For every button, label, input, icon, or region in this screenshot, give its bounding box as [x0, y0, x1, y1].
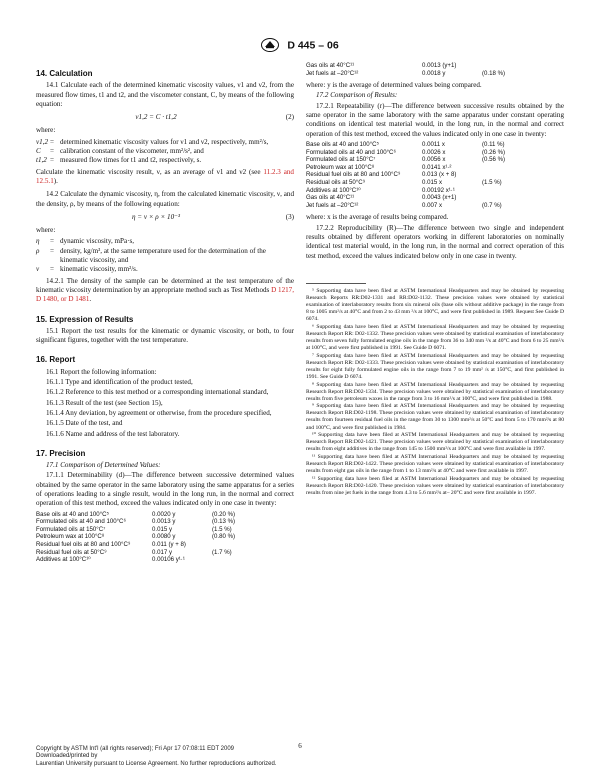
percent-cell [212, 556, 252, 564]
where-x: where: x is the average of results being compared. [306, 213, 449, 222]
def-symbol: ν1,2 [36, 137, 49, 146]
copyright-footer [36, 746, 276, 768]
para-17-1-1: 17.1.1 Determinability (d)—The difference between successive determined values obtained by the same operator in the same laboratory using the same apparatus for a series of operations leading to a single result, would in the long run, in the normal and correct operation of this test method, exceed the values indicated only in one case in twenty: [36, 471, 294, 508]
precision-row [36, 541, 252, 549]
percent-cell: (0.13 %) [212, 518, 236, 526]
def-symbol: η [36, 237, 40, 246]
material-cell: Petroleum wax at 100°C⁸ [306, 163, 375, 171]
test-method-ref-link[interactable]: D 1217, D 1480, or D 1481 [36, 285, 294, 304]
precision-row [36, 511, 252, 519]
percent-cell: (0.26 %) [482, 148, 506, 156]
section-ref-link[interactable]: 11.2.3 and 12.5.1 [36, 167, 294, 185]
precision-row [36, 556, 252, 564]
def-symbol: ν [36, 265, 40, 274]
footnote: ⁶ Supporting data have been filed at ASTM International Headquarters and may be obtained by requesting Research Report RR: D02-1332. These precision values were obtained by statistical examination of interlaboratory results from seven fully formulated engine oils in the range from 36 to 340 mm ²/s at 40°C and from 6 to 25 mm²/s at 100°C, and were first published in 1991. See Guide D 6071. [306, 323, 564, 352]
value-cell: 0.0043 (x+1) [422, 194, 457, 202]
precision-row [36, 518, 252, 526]
value-cell: 0.007 x [422, 201, 442, 209]
equation-3-number: (3) [285, 212, 294, 221]
percent-cell: (1.5 %) [482, 178, 502, 186]
left-column [36, 62, 294, 568]
percent-cell: (0.20 %) [212, 510, 236, 518]
material-cell: Residual oils at 50°C⁹ [306, 178, 366, 186]
document-title: D 445 – 06 [287, 39, 339, 52]
precision-row [36, 526, 252, 534]
value-cell: 0.0018 y [422, 69, 446, 77]
material-cell: Residual fuel oils at 80 and 100°C⁹ [306, 171, 401, 179]
para-14-2-1: 14.2.1 The density of the sample can be determined at the test temperature of the kinematic viscosity determination by an appropriate method such as Test Methods D 1217, D 1480, or D 1481. [36, 276, 294, 304]
report-item: 16.1.5 Date of the test, and [46, 419, 123, 428]
footnote-divider [306, 283, 366, 284]
footer-line: Downloaded/printed by [36, 753, 98, 760]
material-cell: Gas oils at 40°C¹¹ [306, 194, 355, 202]
definition-row: ρ = density, kg/m³, at the same temperature used for the determination of the kinematic viscosity, and [36, 247, 294, 266]
percent-cell: (1.5 %) [212, 525, 232, 533]
determinability-table-continued [306, 62, 522, 77]
percent-cell [482, 62, 522, 70]
precision-row [306, 194, 522, 202]
precision-row [306, 202, 522, 210]
equation-3 [36, 213, 294, 222]
precision-row [306, 62, 522, 70]
material-cell: Formulated oils at 150°C⁷ [36, 525, 106, 533]
material-cell: Base oils at 40 and 100°C⁵ [36, 510, 110, 518]
material-cell: Additives at 100°C¹⁰ [306, 186, 361, 194]
material-cell: Gas oils at 40°C¹¹ [306, 62, 355, 69]
definitions-eq2 [36, 138, 294, 166]
footnote: ⁸ Supporting data have been filed at ASTM International Headquarters and may be obtained by requesting Research Report RR:D02-1334. These precision values were obtained by statistical examination of interlaboratory results from five petroleum waxes in the range from 3 to 16 mm²/s at 100°C, and were first published in 1988. [306, 381, 564, 402]
percent-cell [482, 187, 522, 195]
material-cell: Residual fuel oils at 50°C⁹ [36, 548, 107, 556]
precision-row [36, 549, 252, 557]
report-item: 16.1.1 Type and identification of the product tested, [46, 378, 193, 387]
footer-line: Laurentian University pursuant to License Agreement. No further reproductions authorized. [36, 760, 277, 767]
value-cell: 0.011 (y + 8) [152, 540, 186, 548]
percent-cell [482, 171, 522, 179]
percent-cell: (0.18 %) [482, 69, 506, 77]
value-cell: 0.015 y [152, 525, 172, 533]
precision-row [306, 171, 522, 179]
material-cell: Jet fuels at –20°C¹² [306, 69, 359, 77]
report-item: 16.1 Report the following information: [46, 367, 157, 376]
footnote: ⁷ Supporting data have been filed at ASTM International Headquarters and may be obtained by requesting Research Report RR: D02-1333. These precision values were obtained by statistical examination of interlaboratory results for eight fully formulated engine oils in the range from 7 to 19 mm² /s at 150°C, and first published in 1991. See Guide D 6074. [306, 352, 564, 380]
page-number: 6 [298, 742, 302, 750]
para-15-1: 15.1 Report the test results for the kinematic or dynamic viscosity, or both, to four significant figures, together with the test temperature. [36, 326, 294, 345]
percent-cell: (0.80 %) [212, 533, 236, 541]
precision-row [306, 179, 522, 187]
material-cell: Additives at 100°C¹⁰ [36, 556, 91, 564]
percent-cell: (0.11 %) [482, 140, 505, 148]
para-14-1-average: Calculate the kinematic viscosity result, ν, as an average of ν1 and ν2 (see 11.2.3 and 12.5.1). [36, 167, 294, 185]
value-cell: 0.0026 x [422, 148, 446, 156]
def-desc: density, kg/m³, at the same temperature used for the determination of the kinematic viscosity, and [60, 246, 266, 265]
value-cell: 0.0020 y [152, 510, 176, 518]
precision-row [306, 70, 522, 78]
where-label: where: [36, 226, 56, 235]
def-desc: kinematic viscosity, mm²/s. [60, 265, 138, 274]
footnote: ⁹ Supporting data have been filed at ASTM International Headquarters and may be obtained by requesting Research Report RR:D02-1198. These precision values were obtained by statistical examination of interlaboratory results from fourteen residual fuel oils in the range from 30 to 1300 mm²/s at 50°C and from 5 to 170 mm²/s at 80 and 100°C, and were first published in 1984. [306, 403, 564, 431]
para-14-1: 14.1 Calculate each of the determined kinematic viscosity values, ν1 and ν2, from the measured flow times, t1 and t2, and the viscometer constant, C, by means of the following equation: [36, 81, 294, 108]
percent-cell [482, 164, 522, 172]
material-cell: Residual fuel oils at 80 and 100°C⁹ [36, 540, 131, 548]
precision-row [306, 164, 522, 172]
percent-cell: (0.7 %) [482, 201, 502, 209]
section-14-heading: 14. Calculation [36, 69, 93, 78]
def-desc: dynamic viscosity, mPa·s, [60, 237, 135, 246]
percent-cell [482, 194, 522, 202]
material-cell: Formulated oils at 40 and 100°C⁶ [36, 518, 126, 526]
definition-row: ν1,2 = determined kinematic viscosity values for ν1 and ν2, respectively, mm²/s, [36, 138, 294, 147]
value-cell: 0.015 x [422, 178, 442, 186]
para-17-2-2: 17.2.2 Reproducibility (R)—The difference between two single and independent results obtained by different operators working in different laboratories on nominally identical test material would, in the long run, in the normal and correct operation of this test method, exceed the values indicated below only in one case in twenty. [306, 223, 564, 260]
material-cell: Petroleum wax at 100°C⁸ [36, 533, 105, 541]
precision-row [36, 533, 252, 541]
equation-3-formula: η = ν × ρ × 10⁻³ [131, 212, 181, 221]
definition-row: C = calibration constant of the viscometer, mm²/s², and [36, 147, 294, 156]
footnote: ¹¹ Supporting data have been filed at ASTM International Headquarters and may be obtained by requesting Research Report RR:D02-1422. These precision values were obtained by statistical examination of interlaboratory results from eight gas oils in the range from 1 to 13 mm²/s at 40°C and were first available in 1997. [306, 453, 564, 475]
para-17-1: 17.1 Comparison of Determined Values: [46, 461, 161, 470]
repeatability-table [306, 141, 522, 209]
para-14-2: 14.2 Calculate the dynamic viscosity, η, from the calculated kinematic viscosity, ν, and the density, ρ, by means of the following equation: [36, 190, 294, 208]
footer-line: Copyright by ASTM Int'l (all rights reserved); Fri Apr 17 07:08:11 EDT 2009 [36, 746, 235, 752]
report-item: 16.1.4 Any deviation, by agreement or otherwise, from the procedure specified, [46, 408, 272, 417]
determinability-table [36, 511, 252, 564]
para-17-2-1: 17.2.1 Repeatability (r)—The difference between successive results obtained by the same operator in the same laboratory with the same apparatus under constant operating conditions on identical test material would, in the long run, in the normal and correct operation of this test method, exceed the values indicated only in one case in twenty: [306, 101, 564, 138]
def-desc: determined kinematic viscosity values for ν1 and ν2, respectively, mm²/s, [60, 137, 269, 146]
def-symbol: ρ [36, 246, 40, 255]
value-cell: 0.0141 x¹·² [422, 163, 452, 171]
material-cell: Jet fuels at –20°C¹² [306, 201, 359, 209]
material-cell: Base oils at 40 and 100°C⁵ [306, 140, 380, 148]
definitions-eq3 [36, 237, 294, 274]
value-cell: 0.017 y [152, 548, 172, 556]
precision-row [306, 149, 522, 157]
percent-cell: (1.7 %) [212, 548, 232, 556]
where-label: where: [36, 126, 56, 135]
def-desc: calibration constant of the viscometer, mm²/s², and [60, 147, 204, 156]
precision-row [306, 156, 522, 164]
material-cell: Formulated oils at 40 and 100°C⁶ [306, 148, 396, 156]
percent-cell: (0.56 %) [482, 156, 506, 164]
value-cell: 0.0013 (y+1) [422, 62, 457, 69]
report-item: 16.1.3 Result of the test (see Section 15), [46, 398, 163, 407]
value-cell: 0.00106 y¹·¹ [152, 556, 185, 564]
material-cell: Formulated oils at 150°C⁷ [306, 156, 376, 164]
value-cell: 0.013 (x + 8) [422, 171, 457, 179]
section-15-heading: 15. Expression of Results [36, 314, 134, 324]
footnotes [306, 288, 564, 497]
percent-cell [212, 541, 252, 549]
section-16-heading: 16. Report [36, 355, 76, 365]
def-desc: measured flow times for t1 and t2, respectively, s. [60, 156, 202, 165]
astm-logo-icon [261, 38, 279, 52]
report-item: 16.1.2 Reference to this test method or a corresponding international standard, [46, 388, 269, 397]
equation-2-number: (2) [285, 113, 294, 122]
equation-2-formula: ν1,2 = C · t1,2 [135, 113, 177, 122]
right-column [306, 62, 564, 498]
where-y: where: y is the average of determined values being compared. [306, 81, 482, 90]
definition-row: t1,2 = measured flow times for t1 and t2, respectively, s. [36, 156, 294, 165]
definition-row: ν = kinematic viscosity, mm²/s. [36, 265, 294, 274]
report-item: 16.1.6 Name and address of the test laboratory. [46, 429, 180, 438]
value-cell: 0.0056 x [422, 156, 446, 164]
section-17-heading: 17. Precision [36, 448, 86, 458]
equation-2 [36, 113, 294, 122]
precision-row [306, 141, 522, 149]
footnote: ¹² Supporting data have been filed at ASTM International Headquarters and may be obtained by requesting Research Report RR:D02-1420. These precision values were obtained by statistical examination of interlaboratory results from nine jet fuels in the range from 4.3 to 5.6 mm²/s at– 20°C and were first available in 1997. [306, 475, 564, 496]
footnote: ⁵ Supporting data have been filed at ASTM International Headquarters and may be obtained by requesting Research Reports RR:D02-1331 and RR:D02-1132. These precision values were obtained by statistical examination of interlaboratory results from six mineral oils (base oils without additive package) in the range from 8 to 1005 mm²/s at 40°C and from 2 to 43 mm ²/s at 100°C, and were first published in 1989. Request See Guide D 6074. [306, 287, 564, 323]
precision-row [306, 187, 522, 195]
definition-row: η = dynamic viscosity, mPa·s, [36, 237, 294, 246]
value-cell: 0.0080 y [152, 533, 176, 541]
value-cell: 0.0011 x [422, 140, 445, 148]
para-17-2: 17.2 Comparison of Results: [316, 91, 398, 100]
value-cell: 0.0013 y [152, 518, 176, 526]
def-symbol: C [36, 147, 41, 156]
page-header [0, 36, 600, 54]
def-symbol: t1,2 [36, 156, 47, 165]
value-cell: 0.00192 x¹·¹ [422, 186, 455, 194]
footnote: ¹⁰ Supporting data have been filed at ASTM International Headquarters and may be obtained by requesting Research Report RR:D02-1421. These precision values were obtained by statistical examination of interlaboratory results from eight additives in the range from 145 to 1500 mm²/s at 100°C and were first available in 1997. [306, 432, 564, 453]
